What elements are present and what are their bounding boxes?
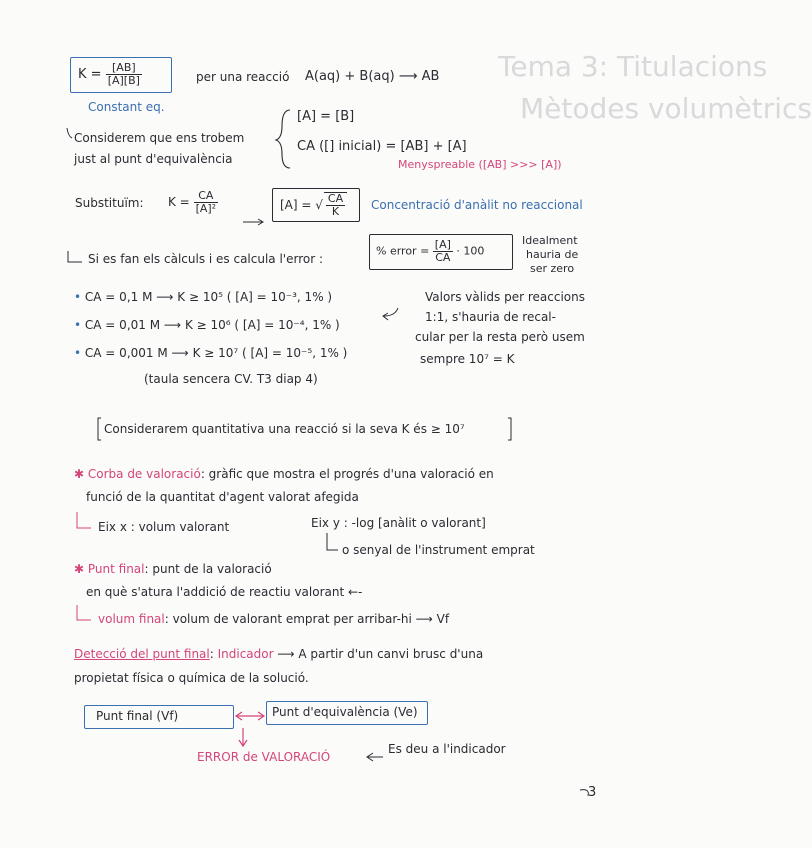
ghost-title-1: Tema 3: Titulacions: [498, 50, 768, 83]
substitute-numerator: CA: [194, 190, 219, 203]
k-denominator: [A][B]: [107, 74, 140, 87]
cases-note-2: 1:1, s'hauria de recal-: [425, 310, 556, 324]
substitute-fraction: [194, 190, 219, 215]
curve-row: ✱ Corba de valoració: gràfic que mostra el progrés d'una valoració en: [74, 467, 494, 481]
detection-text-1: ⟶ A partir d'un canvi brusc d'una: [277, 647, 484, 661]
result-a: [A] =: [280, 198, 312, 212]
case-2-k: K ≥ 10⁶: [184, 318, 231, 332]
equivalence-eq-1: [A] = [B]: [297, 109, 355, 124]
ideal-line-3: ser zero: [530, 262, 575, 275]
k-fraction: [106, 62, 142, 87]
equivalence-eq-2: CA ([] inicial) = [AB] + [A]: [297, 139, 467, 154]
table-reference: (taula sencera CV. T3 diap 4): [144, 372, 318, 386]
final-point-box-label: Punt final (Vf): [96, 709, 179, 723]
error-numerator: [A]: [434, 238, 451, 251]
k-symbol: K =: [78, 67, 102, 82]
cases-note-1: Valors vàlids per reaccions: [425, 290, 585, 304]
final-point-text-2: en què s'atura l'addició de reactiu valorant ←-: [86, 585, 363, 599]
x-axis-text: Eix x : volum valorant: [98, 520, 230, 534]
final-point-title: Punt final: [87, 562, 145, 576]
page-number: 3: [588, 785, 597, 800]
curve-text-1: : gràfic que mostra el progrés d'una valoració en: [200, 467, 494, 481]
negligible-note: Menyspreable ([AB] >>> [A]): [398, 158, 562, 171]
detection-text-2: propietat física o química de la solució.: [74, 671, 309, 685]
final-volume-row: [98, 612, 449, 626]
case-1-c: CA = 0,1 M: [84, 290, 153, 304]
case-row-3: • CA = 0,001 M ⟶ K ≥ 10⁷ ( [A] = 10⁻⁵, 1% ): [74, 346, 348, 360]
error-denominator: CA: [435, 251, 451, 264]
signal-text: o senyal de l'instrument emprat: [342, 543, 535, 557]
curve-text-2: funció de la quantitat d'agent valorat afegida: [86, 490, 359, 504]
case-2-c: CA = 0,01 M: [84, 318, 161, 332]
constant-label: Constant eq.: [88, 100, 165, 114]
error-formula-a: % error =: [376, 244, 430, 258]
final-point-text-1: : punt de la valoració: [144, 562, 272, 576]
case-row-2: • CA = 0,01 M ⟶ K ≥ 10⁶ ( [A] = 10⁻⁴, 1% ): [74, 318, 340, 332]
substitute-label: Substituïm:: [75, 196, 144, 210]
equivalence-text-1: Considerem que ens trobem: [74, 131, 245, 145]
case-row-1: • CA = 0,1 M ⟶ K ≥ 10⁵ ( [A] = 10⁻³, 1% ): [74, 290, 333, 304]
case-2-res: ( [A] = 10⁻⁴, 1% ): [234, 318, 340, 332]
final-volume-text: : volum de valorant emprat per arribar-hi ⟶ Vf: [164, 612, 450, 626]
y-axis-text: Eix y : -log [anàlit o valorant]: [311, 516, 486, 530]
equivalence-text-2: just al punt d'equivalència: [74, 152, 233, 166]
cases-note-4: sempre 10⁷ = K: [420, 352, 515, 366]
result-numerator: CA: [327, 192, 344, 205]
case-1-k: K ≥ 10⁵: [177, 290, 223, 304]
concentration-note: Concentració d'anàlit no reaccional: [371, 198, 583, 212]
detection-indicator: Indicador: [217, 647, 274, 661]
case-3-res: ( [A] = 10⁻⁵, 1% ): [242, 346, 348, 360]
cases-note-3: cular per la resta però usem: [415, 330, 585, 344]
error-text: Si es fan els càlculs i es calcula l'error :: [88, 252, 324, 266]
substitute-denominator: [A]²: [195, 202, 217, 215]
result-fraction: [326, 193, 345, 218]
substitute-k-symbol: K =: [168, 195, 190, 209]
titration-error: ERROR de VALORACIÓ: [197, 750, 331, 764]
result-denominator: K: [331, 205, 340, 218]
detection-row: Detecció del punt final: Indicador ⟶ A partir d'un canvi brusc d'una: [74, 647, 484, 661]
final-point-row: ✱ Punt final: punt de la valoració: [74, 562, 272, 576]
reaction-equation: A(aq) + B(aq) ⟶ AB: [305, 69, 440, 84]
curve-title: Corba de valoració: [87, 467, 201, 481]
detection-title: Detecció del punt final: [74, 647, 210, 661]
case-1-res: ( [A] = 10⁻³, 1% ): [226, 290, 333, 304]
ideal-line-2: hauria de: [526, 248, 579, 261]
substitute-k: [168, 190, 218, 215]
ghost-title-2: Mètodes volumètrics: [520, 92, 812, 125]
reaction-text: per una reacció: [196, 70, 290, 84]
final-volume-title: volum final: [98, 612, 165, 626]
k-numerator: [AB]: [106, 62, 142, 75]
error-formula: [376, 239, 484, 264]
k-definition: [78, 62, 142, 87]
case-3-k: K ≥ 10⁷: [192, 346, 239, 360]
error-fraction: [433, 239, 453, 264]
error-formula-b: · 100: [456, 244, 485, 258]
equivalence-point-box-label: Punt d'equivalència (Ve): [272, 705, 418, 719]
ideal-line-1: Idealment: [522, 234, 578, 247]
result-formula: [A] = √ $\frac{CA}{K}$: [280, 192, 347, 218]
quantitative-statement: Considerarem quantitativa una reacció si la seva K és ≥ 10⁷: [104, 422, 465, 436]
case-3-c: CA = 0,001 M: [84, 346, 168, 360]
error-cause: Es deu a l'indicador: [388, 742, 506, 756]
